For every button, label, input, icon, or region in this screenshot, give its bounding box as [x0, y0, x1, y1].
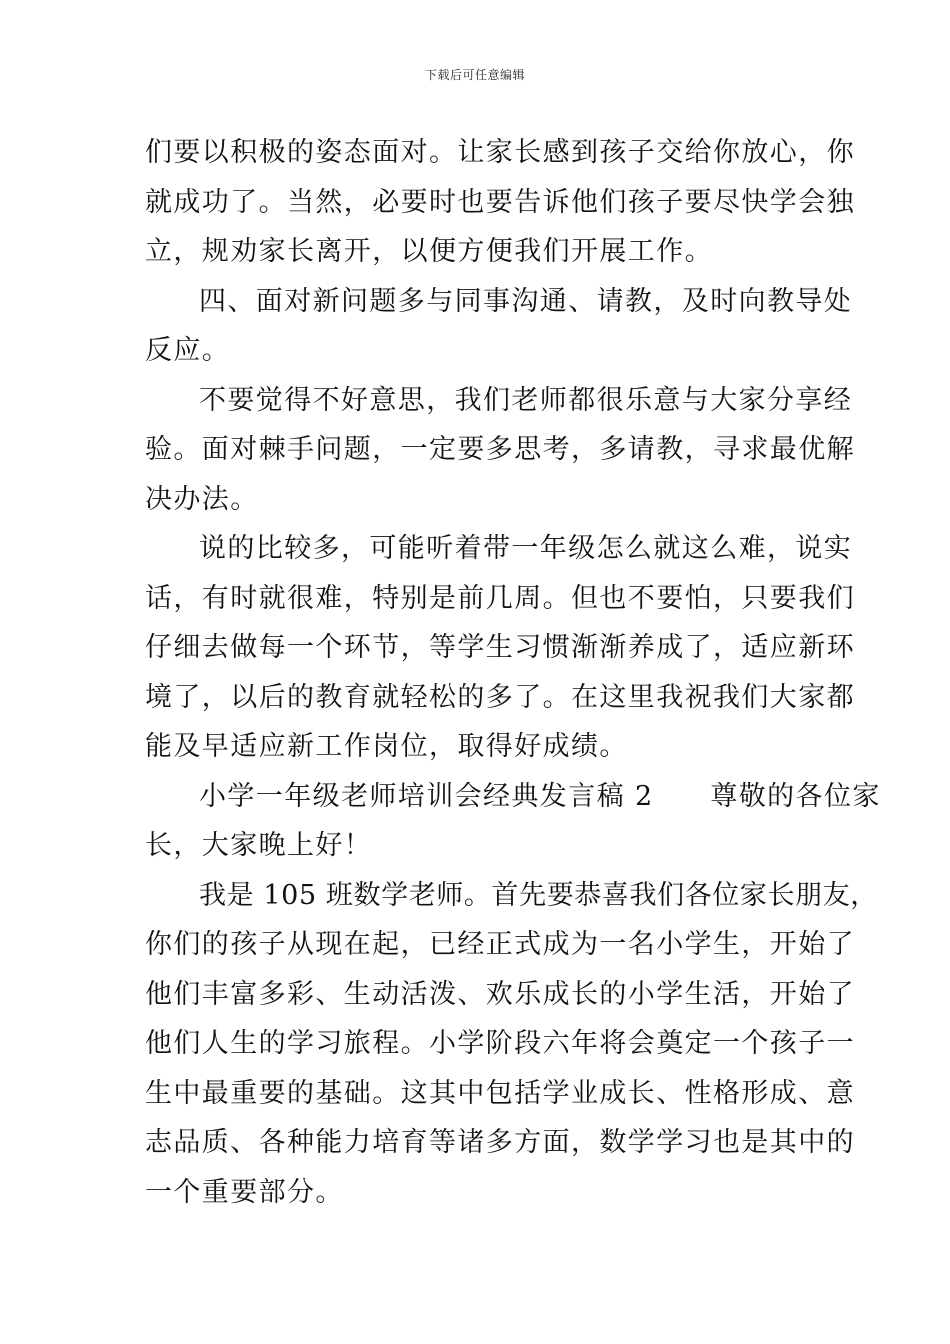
paragraph: [145, 376, 855, 525]
text-line: 你们的孩子从现在起，已经正式成为一名小学生，开始了: [145, 929, 855, 960]
page-header: 下载后可任意编辑: [424, 68, 525, 82]
paragraph: [145, 277, 853, 376]
text-line: 境了，以后的教育就轻松的多了。在这里我祝我们大家都: [145, 681, 855, 713]
paragraph: [145, 128, 855, 277]
section-title-line: 小学一年级老师培训会经典发言稿 2 尊敬的各位家: [199, 780, 881, 812]
paragraph: [145, 524, 855, 772]
text-line: 能及早适应新工作岗位，取得好成绩。: [145, 731, 628, 762]
text-line: 一个重要部分。: [145, 1176, 344, 1208]
paragraph: [145, 871, 878, 1218]
text-line: 决办法。: [145, 483, 259, 515]
text-line: 立，规劝家长离开，以便方便我们开展工作。: [145, 236, 713, 267]
document-body: [145, 128, 881, 1217]
text-line: 生中最重要的基础。这其中包括学业成长、性格形成、意: [145, 1077, 855, 1109]
text-line: 不要觉得不好意思，我们老师都很乐意与大家分享经: [199, 384, 853, 416]
text-line: 长，大家晚上好！: [145, 830, 373, 861]
text-line: 他们丰富多彩、生动活泼、欢乐成长的小学生活，开始了: [145, 978, 855, 1010]
text-line: 们要以积极的姿态面对。让家长感到孩子交给你放心，你: [145, 137, 855, 168]
text-line: 仔细去做每一个环节，等学生习惯渐渐养成了，适应新环: [145, 632, 855, 663]
text-line: 验。面对棘手问题，一定要多思考，多请教，寻求最优解: [145, 434, 855, 465]
text-line: 志品质、各种能力培育等诸多方面，数学学习也是其中的: [145, 1127, 855, 1158]
text-line: 四、面对新问题多与同事沟通、请教，及时向教导处: [199, 285, 853, 317]
text-line: 就成功了。当然，必要时也要告诉他们孩子要尽快学会独: [145, 186, 855, 218]
text-line: 反应。: [145, 335, 231, 366]
paragraph: [145, 772, 881, 871]
text-line: 说的比较多，可能听着带一年级怎么就这么难，说实: [199, 533, 853, 564]
text-line: 我是 105 班数学老师。首先要恭喜我们各位家长朋友，: [199, 879, 878, 911]
text-line: 他们人生的学习旅程。小学阶段六年将会奠定一个孩子一: [145, 1028, 855, 1059]
text-line: 话，有时就很难，特别是前几周。但也不要怕，只要我们: [145, 582, 855, 614]
